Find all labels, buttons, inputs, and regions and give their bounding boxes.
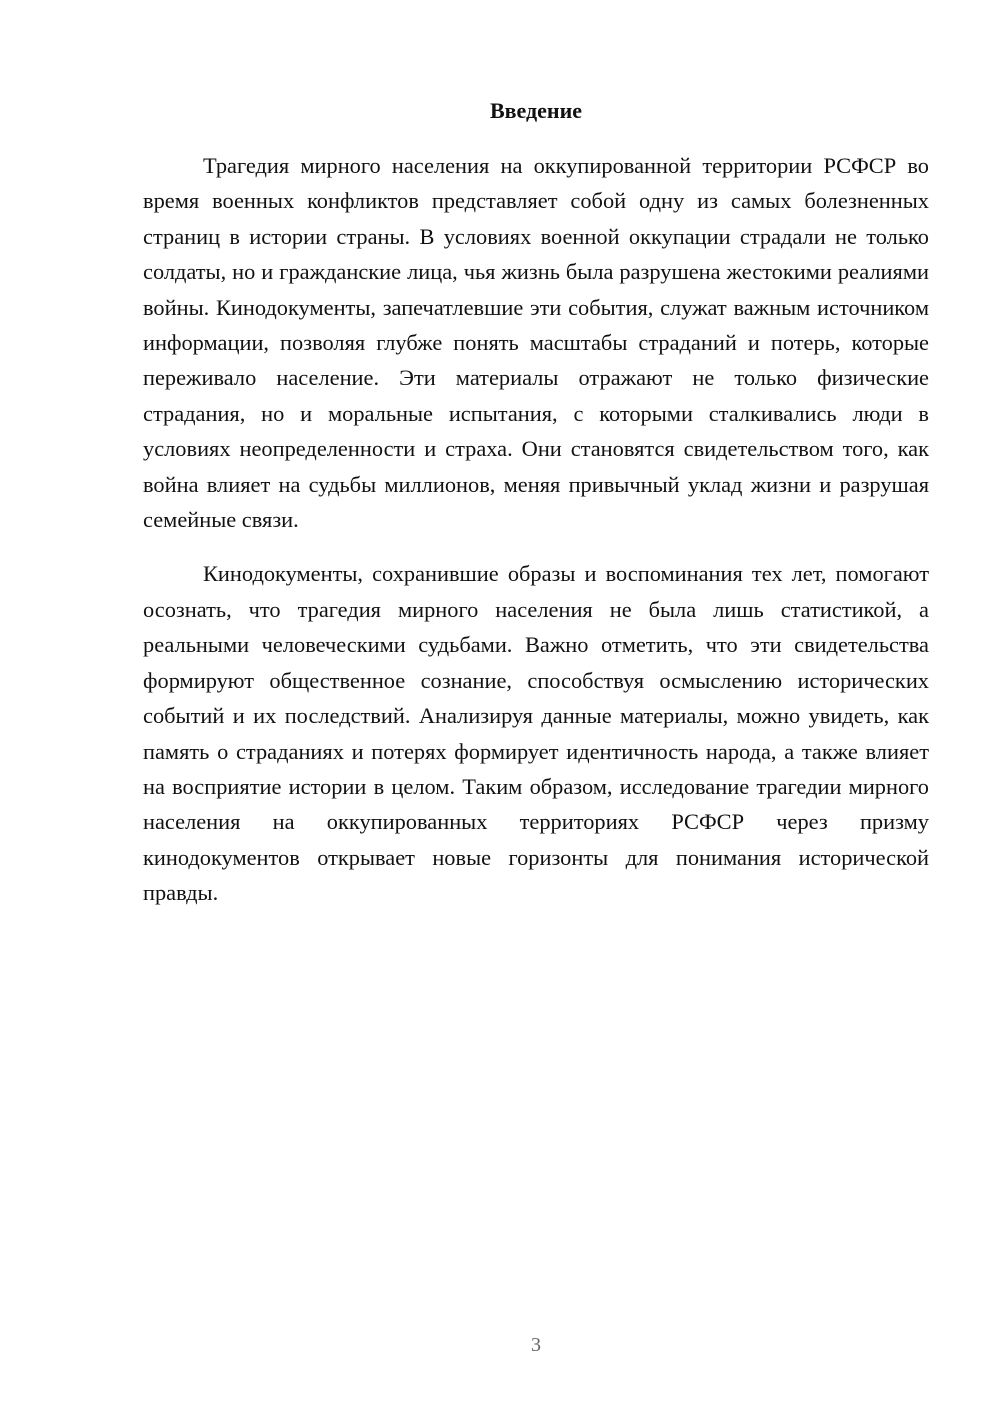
- paragraph-1: Трагедия мирного населения на оккупированной территории РСФСР во время военных конфликтов представляет собой одну из самых болезненных страниц в истории страны. В условиях военной оккупации страдали не только солдаты, но и гражданские лица, чья жизнь была разрушена жестокими реалиями войны. Кинодокументы, запечатлевшие эти события, служат важным источником информации, позволяя глубже понять масштабы страданий и потерь, которые переживало население. Эти материалы отражают не только физические страдания, но и моральные испытания, с которыми сталкивались люди в условиях неопределенности и страха. Они становятся свидетельством того, как война влияет на судьбы миллионов, меняя привычный уклад жизни и разрушая семейные связи.: [143, 153, 929, 533]
- page-content: [143, 92, 929, 911]
- paragraph-2: Кинодокументы, сохранившие образы и воспоминания тех лет, помогают осознать, что трагедия мирного населения не была лишь статистикой, а реальными человеческими судьбами. Важно отметить, что эти свидетельства формируют общественное сознание, способствуя осмыслению исторических событий и их последствий. Анализируя данные материалы, можно увидеть, как память о страданиях и потерях формирует идентичность народа, а также влияет на восприятие истории в целом. Таким образом, исследование трагедии мирного населения на оккупированных территориях РСФСР через призму кинодокументов открывает новые горизонты для понимания исторической правды.: [143, 561, 929, 906]
- page-number: 3: [531, 1334, 541, 1356]
- section-title: Введение: [489, 98, 583, 123]
